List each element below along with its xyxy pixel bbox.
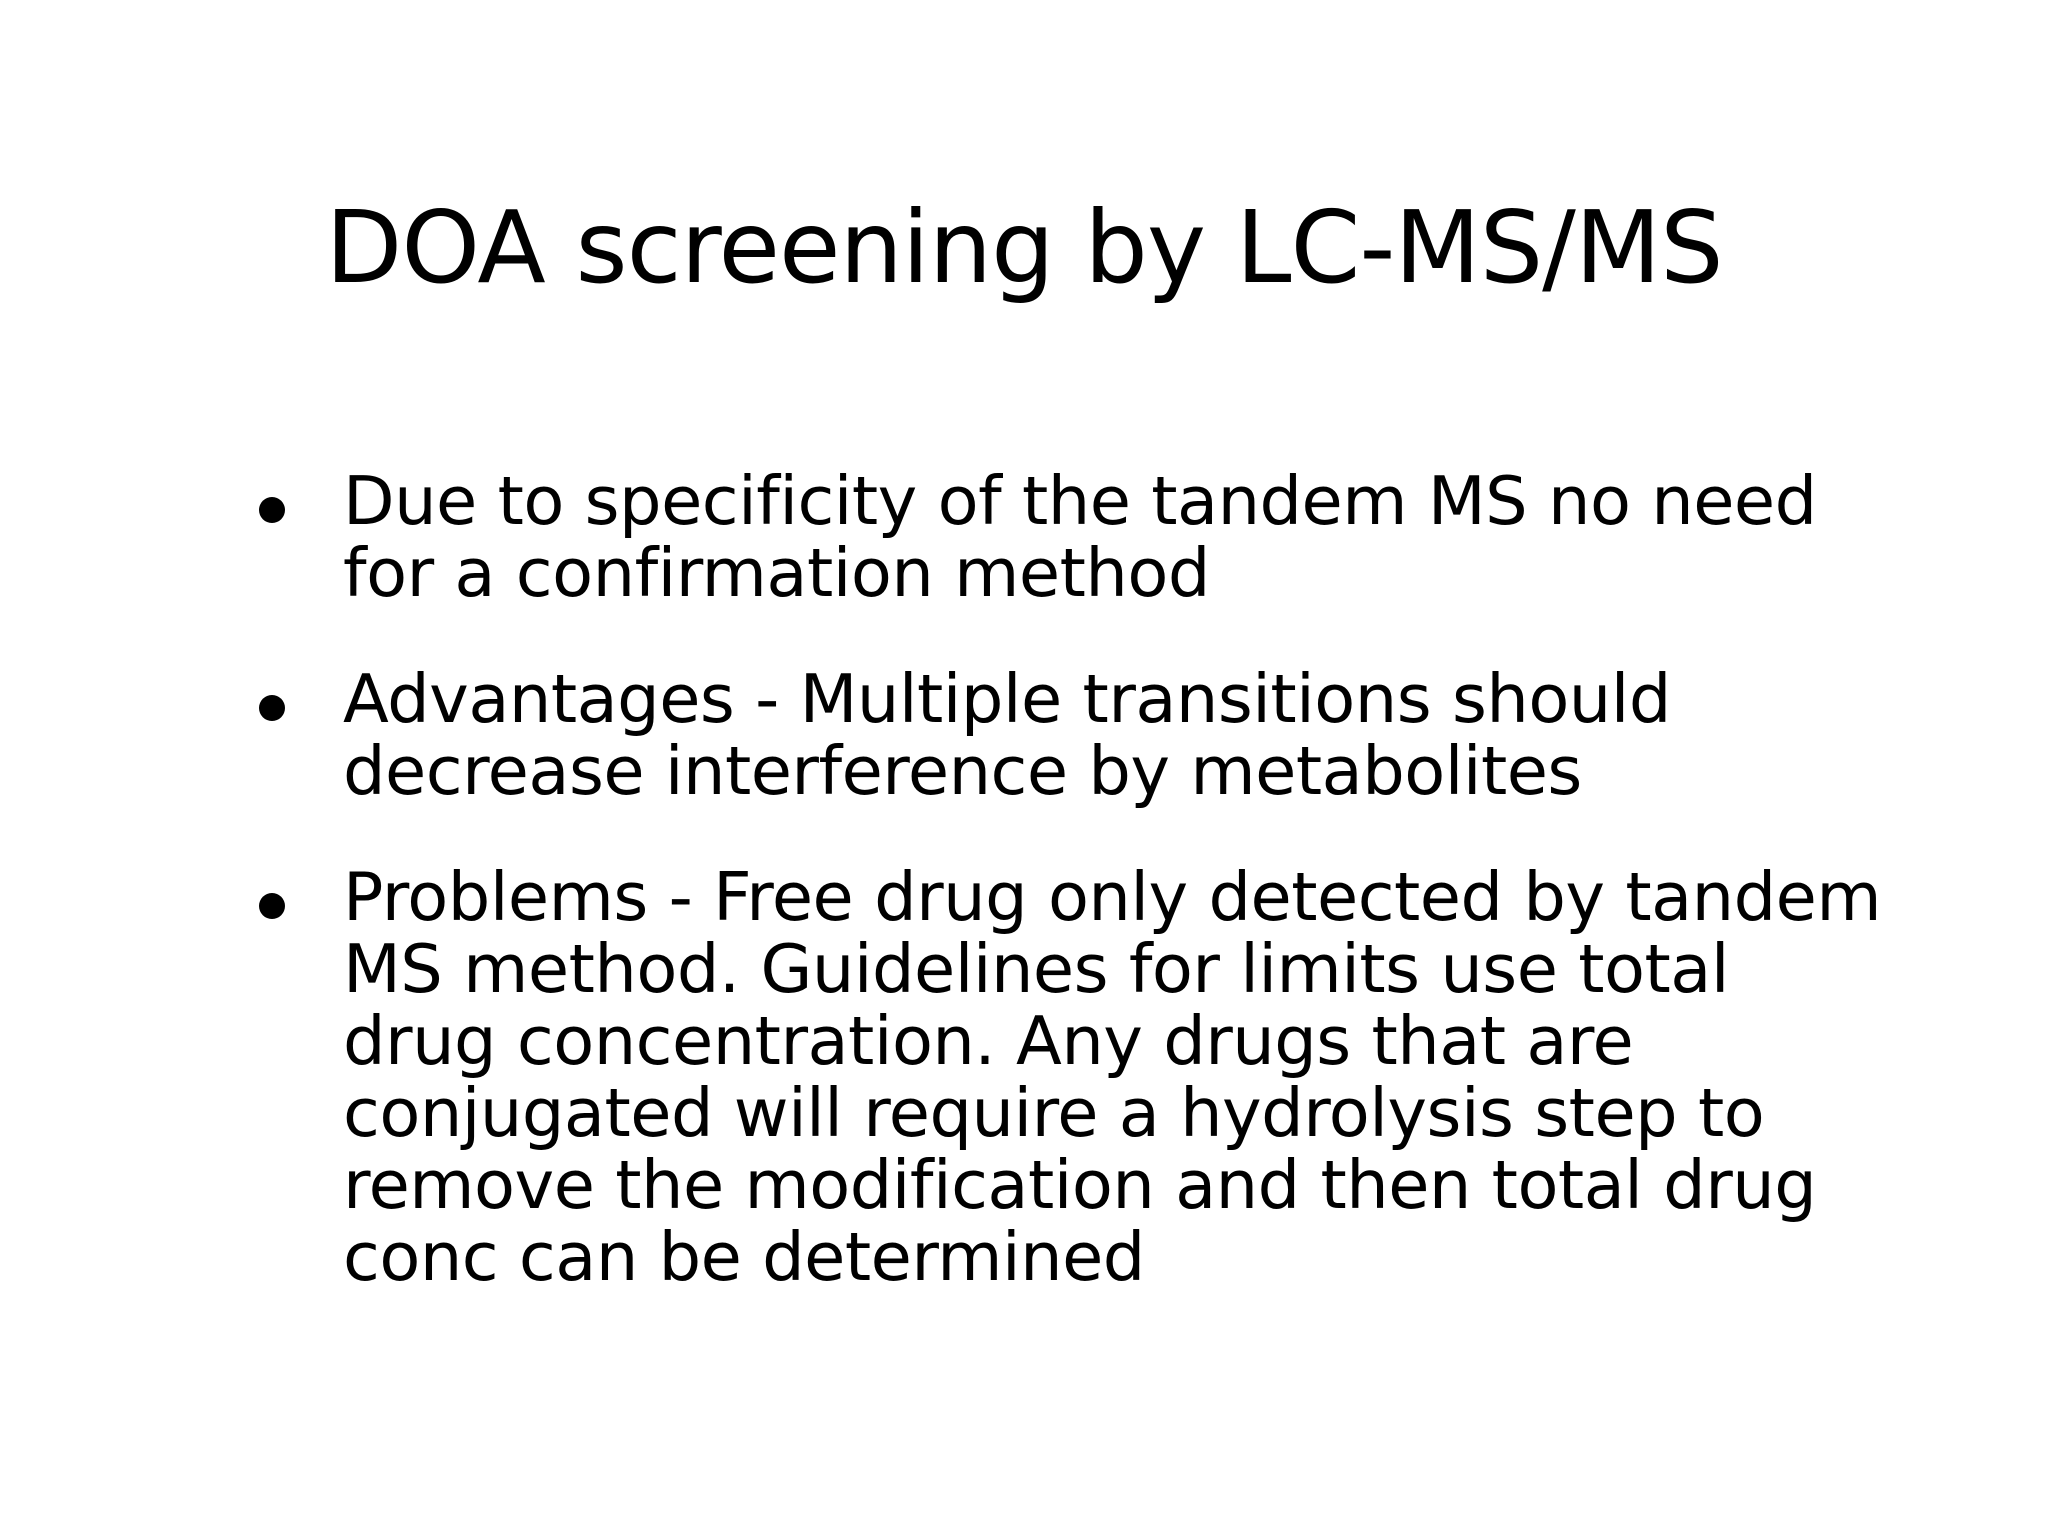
bullet-item-problems (255, 858, 1895, 1296)
bullet-item-specificity (255, 462, 1895, 612)
bullet-dot-icon (259, 497, 285, 523)
bullet-text: Advantages - Multiple transitions should decrease interference by metabolites (343, 660, 1671, 810)
bullet-item-advantages (255, 660, 1895, 810)
bullet-text: Problems - Free drug only detected by tandem MS method. Guidelines for limits use total drug concentration. Any drugs that are conjugated will require a hydrolysis step to remove the modification and then total drug conc can be determined (343, 858, 1882, 1296)
bullet-text: Due to specificity of the tandem MS no need for a confirmation method (343, 462, 1817, 612)
bullet-dot-icon (259, 893, 285, 919)
bullet-list (255, 462, 1895, 1347)
bullet-dot-icon (259, 695, 285, 721)
slide-title: DOA screening by LC-MS/MS (325, 189, 1723, 306)
